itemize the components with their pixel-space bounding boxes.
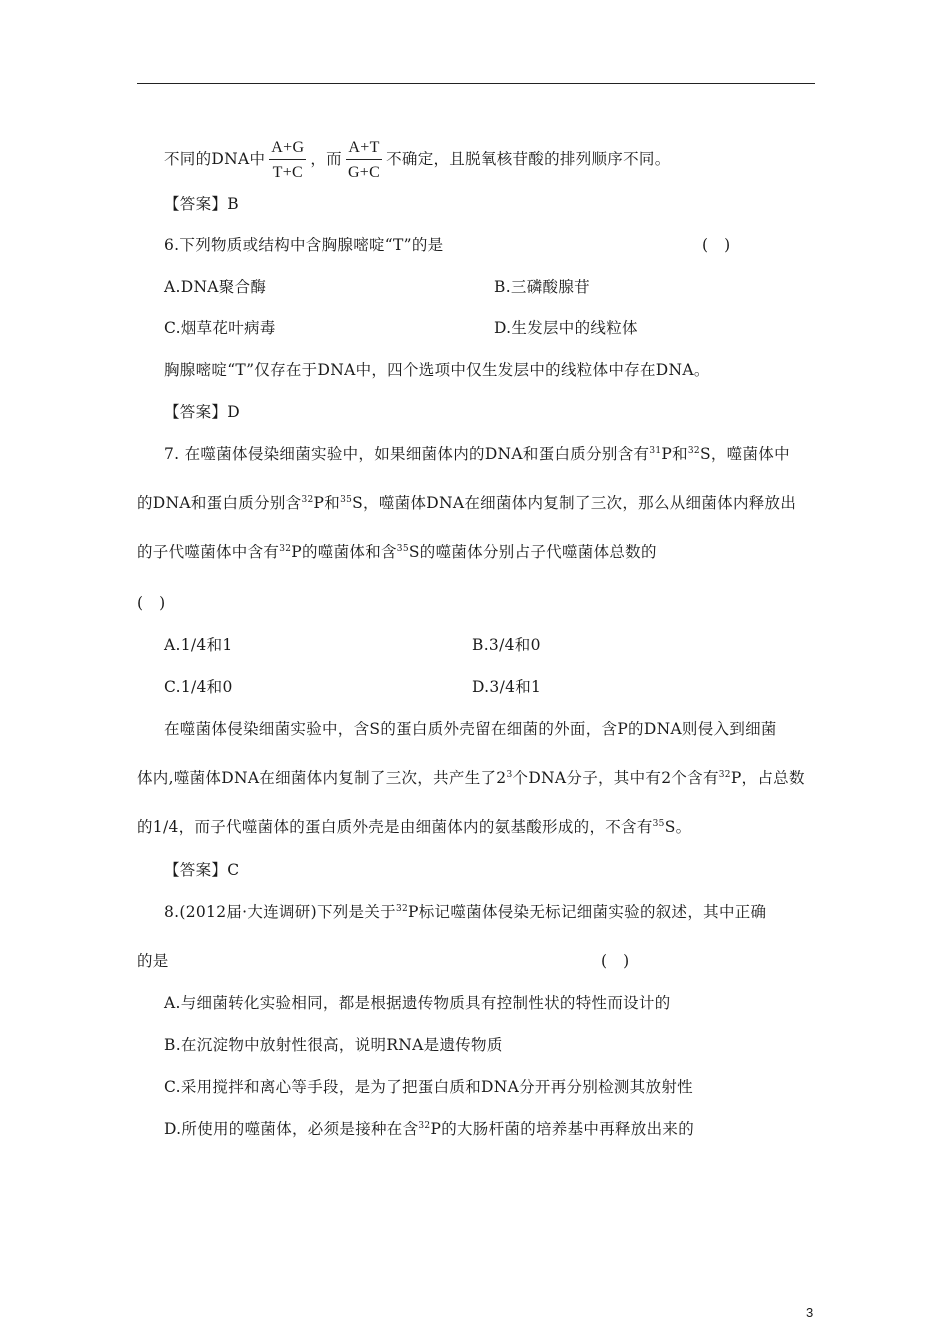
question-8-option-b: B.在沉淀物中放射性很高，说明RNA是遗传物质 (164, 1036, 503, 1054)
question-7-option-c: C.1/4和0 (164, 678, 233, 696)
question-6-bracket: ( ) (702, 236, 731, 254)
stem-text: 8.(2012届·大连调研)下列是关于 (164, 903, 396, 921)
question-6-option-b: B.三磷酸腺苷 (494, 278, 590, 296)
explanation-text: 个DNA分子，其中有2个含有 (512, 769, 719, 787)
question-7-option-d: D.3/4和1 (472, 678, 542, 696)
explanation-text: S。 (664, 818, 692, 836)
answer-q5: 【答案】B (164, 195, 239, 213)
question-7-stem-line3 (137, 542, 657, 562)
superscript: 3 (506, 770, 513, 780)
stem-text: S的噬菌体分别占子代噬菌体总数的 (408, 543, 657, 561)
answer-q7: 【答案】C (164, 861, 240, 879)
explanation-text: 不确定，且脱氧核苷酸的排列顺序不同。 (386, 150, 671, 168)
stem-text: S，噬菌体中 (699, 445, 790, 463)
question-7-stem-line2 (137, 493, 796, 513)
question-8-option-a: A.与细菌转化实验相同，都是根据遗传物质具有控制性状的特性而设计的 (164, 994, 671, 1012)
option-text: P的大肠杆菌的培养基中再释放出来的 (430, 1120, 694, 1138)
superscript: 35 (396, 544, 409, 554)
superscript: 32 (301, 495, 314, 505)
stem-text: S，噬菌体DNA在细菌体内复制了三次，那么从细菌体内释放出 (352, 494, 797, 512)
question-7-bracket: ( ) (137, 594, 166, 612)
stem-text: P和 (661, 445, 688, 463)
question-6-stem: 6.下列物质或结构中含胸腺嘧啶“T”的是 (164, 236, 444, 254)
answer-q6: 【答案】D (164, 403, 240, 421)
question-7-explanation-line1: 在噬菌体侵染细菌实验中，含S的蛋白质外壳留在细菌的外面，含P的DNA则侵入到细菌 (164, 720, 777, 738)
superscript: 32 (687, 446, 700, 456)
superscript: 32 (418, 1121, 431, 1131)
explanation-text: 的1/4，而子代噬菌体的蛋白质外壳是由细菌体内的氨基酸形成的，不含有 (137, 818, 653, 836)
question-6-option-d: D.生发层中的线粒体 (494, 319, 638, 337)
question-8-option-d (164, 1119, 694, 1139)
question-7-option-b: B.3/4和0 (472, 636, 541, 654)
fraction-ag-tc (269, 138, 306, 182)
question-6-explanation: 胸腺嘧啶“T”仅存在于DNA中，四个选项中仅生发层中的线粒体中存在DNA。 (164, 361, 710, 379)
question-6-option-a: A.DNA聚合酶 (164, 278, 267, 296)
page-number: 3 (806, 1305, 814, 1320)
fraction-numerator: A+T (346, 138, 382, 160)
question-7-explanation-line3 (137, 817, 691, 837)
question-8-stem-line2: 的是 (137, 952, 169, 970)
question-8-stem-line1 (164, 902, 766, 922)
explanation-text: P，占总数 (730, 769, 805, 787)
option-text: D.所使用的噬菌体，必须是接种在含 (164, 1120, 419, 1138)
superscript: 32 (279, 544, 292, 554)
question-7-stem-line1 (164, 444, 790, 464)
stem-text: 7. 在噬菌体侵染细菌实验中，如果细菌体内的DNA和蛋白质分别含有 (164, 445, 650, 463)
superscript: 35 (340, 495, 353, 505)
question-6-option-c: C.烟草花叶病毒 (164, 319, 276, 337)
explanation-text: ，而 (310, 150, 342, 168)
question-8-option-c: C.采用搅拌和离心等手段，是为了把蛋白质和DNA分开再分别检测其放射性 (164, 1078, 693, 1096)
question-7-option-a: A.1/4和1 (164, 636, 233, 654)
fraction-denominator: G+C (347, 164, 381, 181)
question-8-bracket: ( ) (601, 952, 630, 970)
header-rule (137, 83, 815, 84)
superscript: 32 (718, 770, 731, 780)
explanation-q5 (164, 138, 671, 182)
stem-text: P和 (313, 494, 341, 512)
superscript: 32 (395, 904, 409, 914)
question-7-explanation-line2 (137, 768, 805, 788)
fraction-denominator: T+C (272, 164, 303, 181)
fraction-at-gc (346, 138, 382, 182)
stem-text: P标记噬菌体侵染无标记细菌实验的叙述，其中正确 (408, 903, 767, 921)
explanation-text: 体内,噬菌体DNA在细菌体内复制了三次，共产生了2 (137, 769, 507, 787)
superscript: 31 (649, 446, 662, 456)
stem-text: P的噬菌体和含 (291, 543, 397, 561)
superscript: 35 (652, 819, 665, 829)
fraction-numerator: A+G (269, 138, 306, 160)
explanation-text: 不同的DNA中 (164, 150, 266, 168)
stem-text: 的子代噬菌体中含有 (137, 543, 280, 561)
stem-text: 的DNA和蛋白质分别含 (137, 494, 302, 512)
